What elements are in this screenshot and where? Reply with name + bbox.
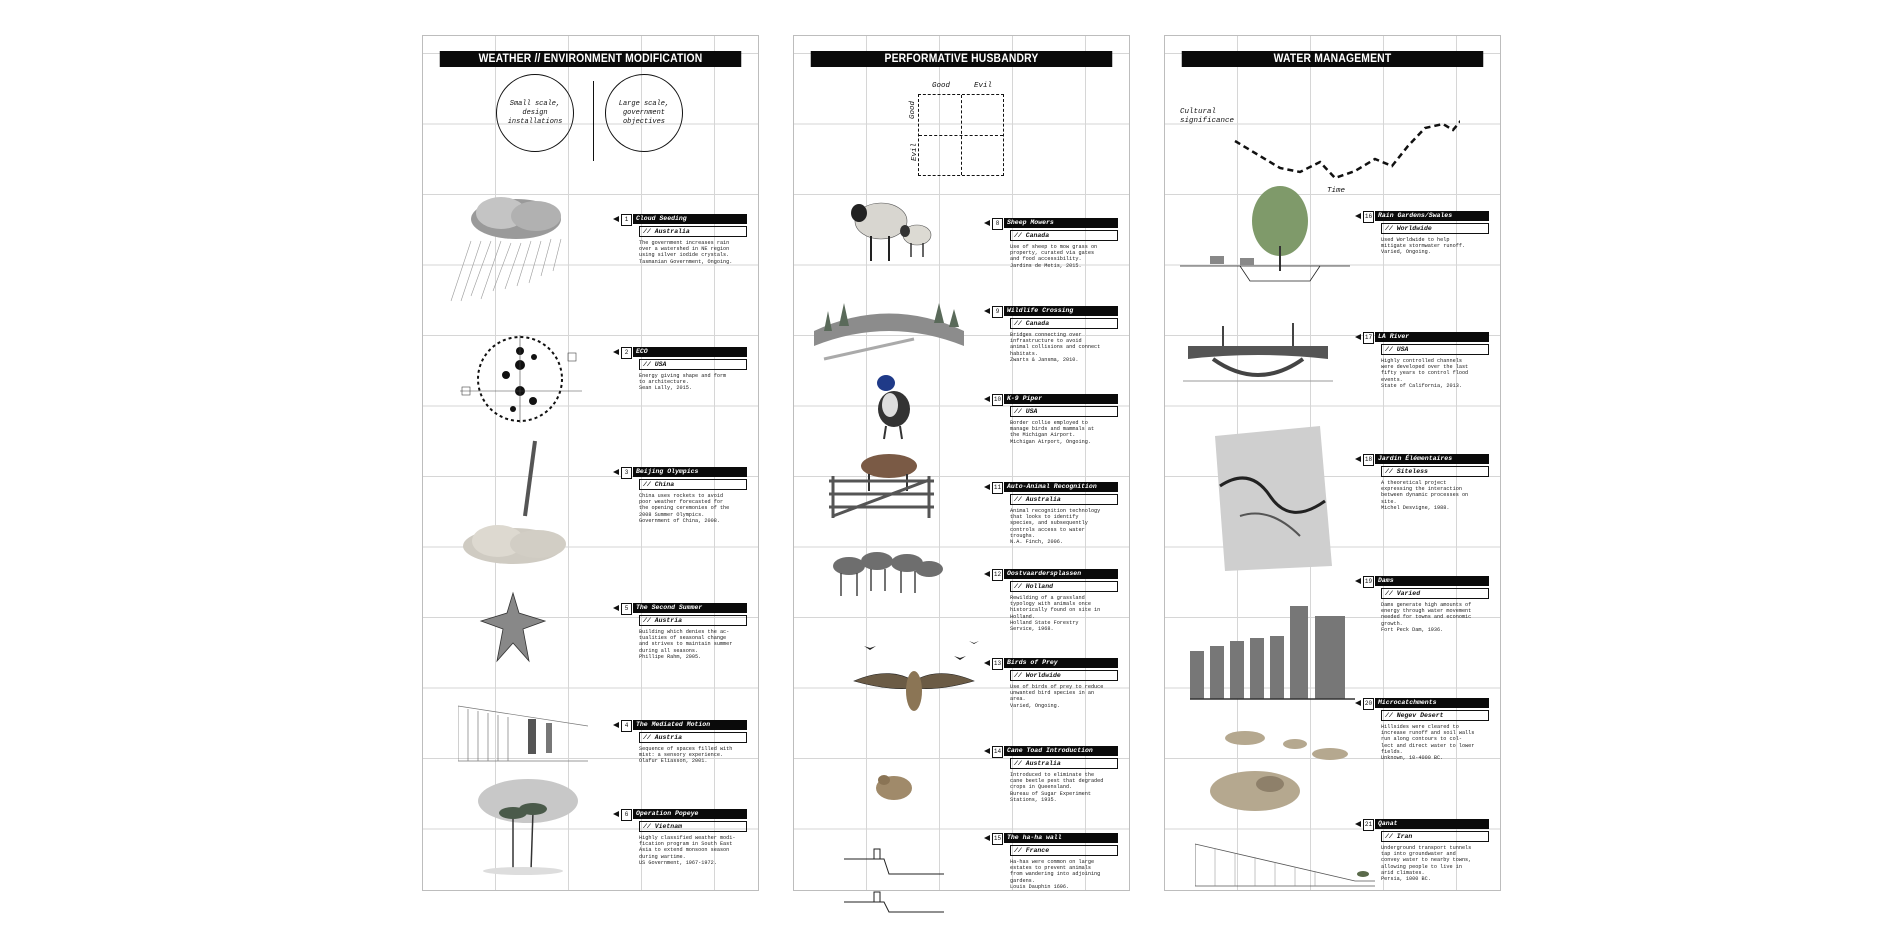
cultural-significance-line bbox=[1230, 86, 1460, 186]
auto-animal-recognition-illustration bbox=[829, 446, 939, 521]
pointer-icon bbox=[613, 469, 619, 475]
pointer-icon bbox=[1355, 700, 1361, 706]
entry-description: Highly classified weather modi- fication program in South East Asia to extend monsoon season during wartime. US Government, 1967-1972. bbox=[639, 835, 736, 866]
entry-description: Energy giving shape and form to architecture. Sean Lally, 2015. bbox=[639, 373, 727, 392]
operation-popeye-illustration bbox=[463, 771, 593, 876]
pointer-icon bbox=[984, 835, 990, 841]
pointer-icon bbox=[984, 748, 990, 754]
panel-husbandry bbox=[793, 35, 1130, 891]
entry-number: 21 bbox=[1363, 819, 1374, 831]
entry-location: // Negev Desert bbox=[1381, 710, 1489, 721]
entry-title: Rain Gardens/Swales bbox=[1375, 211, 1489, 221]
entry-description: China uses rockets to avoid poor weather forecasted for the opening ceremonies of the 2008 Summer Olympics. Government of China, 2008. bbox=[639, 493, 730, 524]
entry-title: Auto-Animal Recognition bbox=[1004, 482, 1118, 492]
entry-description: Sequence of spaces filled with mist: a sensory experience. Olafur Eliasson, 2001. bbox=[639, 746, 733, 765]
entry-title: The Mediated Motion bbox=[633, 720, 747, 730]
entry-ha-ha-wall[interactable] bbox=[993, 833, 1122, 890]
birds-of-prey-illustration bbox=[844, 636, 984, 726]
entry-title: Cloud Seeding bbox=[633, 214, 747, 224]
pointer-icon bbox=[613, 811, 619, 817]
entry-title: LA River bbox=[1375, 332, 1489, 342]
entry-description: Bridges connecting over infrastructure to avoid animal collisions and connect habitats. Zwarts & Jansma, 2010. bbox=[1010, 332, 1101, 363]
entry-beijing-olympics[interactable] bbox=[624, 467, 751, 524]
dams-illustration bbox=[1190, 596, 1360, 711]
jardin-elementaires-illustration bbox=[1210, 426, 1335, 576]
entry-location: // USA bbox=[639, 359, 747, 370]
pointer-icon bbox=[1355, 456, 1361, 462]
panel-weather bbox=[422, 35, 759, 891]
large-scale-circle bbox=[605, 74, 683, 152]
entry-location: // Australia bbox=[1010, 758, 1118, 769]
matrix-hline bbox=[919, 135, 1003, 136]
panel-title: WATER MANAGEMENT bbox=[1182, 51, 1484, 67]
k9-dog-illustration bbox=[864, 371, 924, 441]
matrix-label-evil: Evil bbox=[974, 82, 993, 90]
entry-number: 15 bbox=[992, 833, 1003, 845]
pointer-icon bbox=[613, 605, 619, 611]
entry-oostvaardersplassen[interactable] bbox=[993, 569, 1122, 633]
entry-auto-animal-recognition[interactable] bbox=[993, 482, 1122, 546]
entry-cane-toad[interactable] bbox=[993, 746, 1122, 803]
entry-number: 10 bbox=[992, 394, 1003, 406]
entry-cloud-seeding[interactable] bbox=[624, 214, 751, 265]
entry-eco[interactable] bbox=[624, 347, 751, 392]
mediated-motion-illustration bbox=[458, 701, 588, 766]
pointer-icon bbox=[613, 722, 619, 728]
small-scale-circle bbox=[496, 74, 574, 152]
graph-xlabel: Time bbox=[1327, 187, 1346, 195]
entry-description: Underground transport tunnels tap into groundwater and convey water to nearby towns, allowing people to live in arid climates. Persia, 1000 BC. bbox=[1381, 845, 1472, 883]
entry-jardin-elementaires[interactable] bbox=[1364, 454, 1493, 511]
la-river-illustration bbox=[1183, 321, 1333, 396]
entry-location: // Siteless bbox=[1381, 466, 1489, 477]
second-summer-illustration bbox=[473, 591, 553, 666]
entry-number: 12 bbox=[992, 569, 1003, 581]
entry-title: Oostvaardersplassen bbox=[1004, 569, 1118, 579]
pointer-icon bbox=[1355, 213, 1361, 219]
pointer-icon bbox=[1355, 578, 1361, 584]
entry-title: Birds of Prey bbox=[1004, 658, 1118, 668]
matrix-label-good: Good bbox=[932, 82, 951, 90]
pointer-icon bbox=[613, 216, 619, 222]
entry-number: 6 bbox=[621, 809, 632, 821]
cloud-seeding-illustration bbox=[441, 191, 601, 306]
entry-number: 17 bbox=[1363, 332, 1374, 344]
entry-description: Dams generate high amounts of energy through water movement needed for towns and economic growth. Fort Peck Dam, 1936. bbox=[1381, 602, 1472, 633]
entry-number: 13 bbox=[992, 658, 1003, 670]
entry-number: 4 bbox=[621, 720, 632, 732]
entry-description: Ha-has were common on large estates to prevent animals from wandering into adjoining gardens. Louis Dauphin 1696. bbox=[1010, 859, 1101, 890]
entry-description: The government increases rain over a watershed in NE region using silver iodide crystals. Tasmanian Government, Ongoing. bbox=[639, 240, 733, 265]
pointer-icon bbox=[984, 484, 990, 490]
entry-number: 20 bbox=[1363, 698, 1374, 710]
entry-title: Sheep Mowers bbox=[1004, 218, 1118, 228]
microcatchments-illustration bbox=[1205, 726, 1365, 816]
entry-la-river[interactable] bbox=[1364, 332, 1493, 389]
entry-title: Dams bbox=[1375, 576, 1489, 586]
entry-rain-gardens[interactable] bbox=[1364, 211, 1493, 256]
matrix-label-evil-side: Evil bbox=[911, 142, 920, 162]
entry-title: Qanat bbox=[1375, 819, 1489, 829]
ha-ha-wall-illustration bbox=[844, 844, 954, 914]
pointer-icon bbox=[613, 349, 619, 355]
circle-label: Small scale, design installations bbox=[507, 99, 563, 126]
entry-description: Border collie employed to manage birds and mammals at the Michigan Airport. Michigan Airport, Ongoing. bbox=[1010, 420, 1095, 445]
entry-title: The Second Summer bbox=[633, 603, 747, 613]
entry-description: Used Worldwide to help mitigate stormwater runoff. Varied, Ongoing. bbox=[1381, 237, 1466, 256]
entry-description: Building which denies the ac- tualities of seasonal change and strives to maintain summer during all seasons. Phillipe Rahm, 2005. bbox=[639, 629, 733, 660]
entry-description: Highly controlled channels were developed over the last fifty years to control flood events. State of California, 2013. bbox=[1381, 358, 1469, 389]
entry-number: 19 bbox=[1363, 576, 1374, 588]
wildlife-crossing-illustration bbox=[814, 291, 964, 361]
pointer-icon bbox=[984, 220, 990, 226]
entry-number: 1 bbox=[621, 214, 632, 226]
entry-description: Rewilding of a grassland typology with animals once historically found on site in Holland. Holland State Forestry Service, 1968. bbox=[1010, 595, 1101, 633]
pointer-icon bbox=[984, 396, 990, 402]
rain-garden-illustration bbox=[1180, 186, 1350, 286]
entry-mediated-motion[interactable] bbox=[624, 720, 751, 765]
pointer-icon bbox=[984, 660, 990, 666]
entry-location: // Worldwide bbox=[1381, 223, 1489, 234]
entry-title: The ha-ha wall bbox=[1004, 833, 1118, 843]
entry-title: Cane Toad Introduction bbox=[1004, 746, 1118, 756]
entry-operation-popeye[interactable] bbox=[624, 809, 751, 866]
entry-birds-of-prey[interactable] bbox=[993, 658, 1122, 709]
horses-illustration bbox=[829, 541, 949, 601]
entry-microcatchments[interactable] bbox=[1364, 698, 1493, 762]
entry-description: Introduced to eliminate the cane beetle pest that degraded crops in Queensland. Bureau of Sugar Experiment Stations, 1935. bbox=[1010, 772, 1104, 803]
entry-wildlife-crossing[interactable] bbox=[995, 306, 1122, 363]
entry-sheep-mowers[interactable] bbox=[995, 218, 1122, 269]
entry-qanat[interactable] bbox=[1364, 819, 1493, 883]
entry-description: Animal recognition technology that looks to identify species, and subsequently controls access to water troughs. N.A. Finch, 2006. bbox=[1010, 508, 1101, 546]
pointer-icon bbox=[1355, 821, 1361, 827]
entry-number: 3 bbox=[621, 467, 632, 479]
entry-location: // China bbox=[639, 479, 747, 490]
entry-k9-piper[interactable] bbox=[993, 394, 1122, 445]
entry-location: // Varied bbox=[1381, 588, 1489, 599]
entry-location: // Austria bbox=[639, 615, 747, 626]
rocket-launch-illustration bbox=[453, 436, 583, 566]
panel-water bbox=[1164, 35, 1501, 891]
entry-title: Wildlife Crossing bbox=[1004, 306, 1118, 316]
graph-ylabel: Cultural significance bbox=[1180, 108, 1235, 125]
entry-title: ECO bbox=[633, 347, 747, 357]
pointer-icon bbox=[984, 571, 990, 577]
entry-location: // Australia bbox=[639, 226, 747, 237]
entry-number: 9 bbox=[992, 306, 1003, 318]
cane-toad-illustration bbox=[864, 766, 924, 806]
entry-location: // USA bbox=[1010, 406, 1118, 417]
entry-location: // Australia bbox=[1010, 494, 1118, 505]
entry-number: 5 bbox=[621, 603, 632, 615]
pointer-icon bbox=[984, 308, 990, 314]
entry-location: // USA bbox=[1381, 344, 1489, 355]
entry-title: Microcatchments bbox=[1375, 698, 1489, 708]
circle-label: Large scale, government objectives bbox=[618, 99, 670, 126]
entry-number: 18 bbox=[1363, 454, 1374, 466]
qanat-illustration bbox=[1195, 836, 1380, 891]
entry-location: // Canada bbox=[1010, 318, 1118, 329]
entry-title: Jardin Élémentaires bbox=[1375, 454, 1489, 464]
entry-number: 2 bbox=[621, 347, 632, 359]
entry-location: // Holland bbox=[1010, 581, 1118, 592]
entry-description: Hillsides were cleared to increase runoff and soil walls run along contours to col- lect and direct water to lower fields. Unknown, 10-4000 BC. bbox=[1381, 724, 1475, 762]
entry-number: 11 bbox=[992, 482, 1003, 494]
entry-description: A theoretical project expressing the interaction between dynamic processes on site. Michel Desvigne, 1988. bbox=[1381, 480, 1469, 511]
entry-title: K-9 Piper bbox=[1004, 394, 1118, 404]
entry-dams[interactable] bbox=[1364, 576, 1493, 633]
pointer-icon bbox=[1355, 334, 1361, 340]
entry-description: Use of sheep to mow grass on property, curated via gates and food accessibility. Jardins de Metis, 2015. bbox=[1010, 244, 1098, 269]
entry-number: 8 bbox=[992, 218, 1003, 230]
matrix-box bbox=[918, 94, 1004, 176]
divider-line bbox=[593, 81, 594, 161]
sheep-illustration bbox=[849, 191, 939, 266]
entry-number: 14 bbox=[992, 746, 1003, 758]
entry-title: Beijing Olympics bbox=[633, 467, 747, 477]
entry-location: // Worldwide bbox=[1010, 670, 1118, 681]
entry-title: Operation Popeye bbox=[633, 809, 747, 819]
eco-diagram-illustration bbox=[458, 331, 588, 431]
entry-location: // Vietnam bbox=[639, 821, 747, 832]
panel-title: WEATHER // ENVIRONMENT MODIFICATION bbox=[440, 51, 742, 67]
entry-location: // Canada bbox=[1010, 230, 1118, 241]
entry-location: // France bbox=[1010, 845, 1118, 856]
entry-description: Use of birds of prey to reduce unwanted bird species in an area. Varied, Ongoing. bbox=[1010, 684, 1104, 709]
entry-location: // Austria bbox=[639, 732, 747, 743]
entry-location: // Iran bbox=[1381, 831, 1489, 842]
panel-title: PERFORMATIVE HUSBANDRY bbox=[811, 51, 1113, 67]
entry-second-summer[interactable] bbox=[624, 603, 751, 660]
entry-number: 16 bbox=[1363, 211, 1374, 223]
matrix-label-good-side: Good bbox=[909, 100, 918, 120]
